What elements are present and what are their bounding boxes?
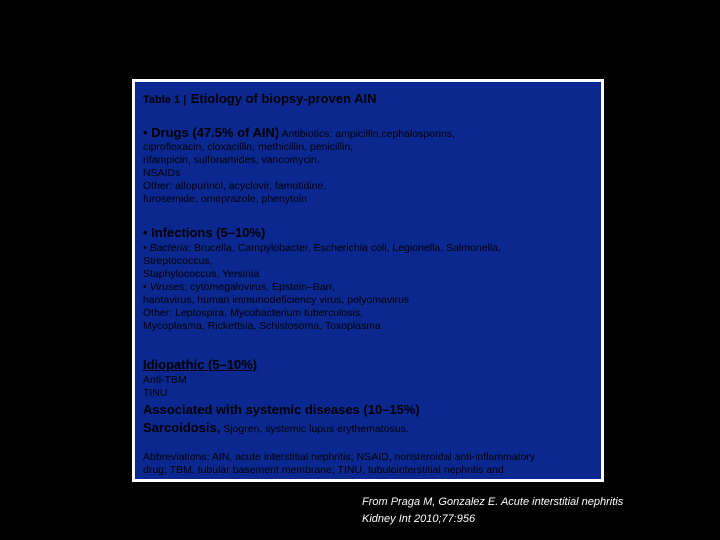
table-title-text: Etiology of biopsy-proven AIN [190, 91, 377, 106]
bacteria-label: • Bacteria [143, 242, 189, 254]
sarcoidosis-label: Sarcoidosis, [143, 420, 221, 435]
antibiotics-text: Antibiotics: ampicillin,cephalosporins, [279, 128, 455, 140]
systemic-rest: Sjogren, systemic lupus erythematosus. [220, 423, 409, 435]
bacteria-line [143, 242, 501, 255]
citation-line: Kidney Int 2010;77:956 [362, 513, 476, 525]
infections-line: hantavirus, human immunodeficiency virus, polyomavirus [143, 294, 410, 306]
bacteria-text: : Brucella, Campylobacter, Escherichia coli, Legionella, Salmonella, [188, 242, 501, 254]
drugs-heading-line [143, 124, 455, 142]
viruses-prefix: • [143, 281, 150, 293]
table-title-label: Table 1 | [143, 94, 187, 106]
infections-line: Streptococcus, [143, 255, 213, 267]
infections-line: Other: Leptospira, Mycobacterium tuberculosis, [143, 307, 364, 319]
drugs-line: rifampicin, sulfonamides, vancomycin. [143, 154, 320, 166]
viruses-label: Viruses [149, 281, 185, 293]
idiopathic-line: Anti-TBM [143, 374, 187, 386]
idiopathic-heading: Idiopathic (5–10%) [143, 357, 258, 372]
drugs-line: Other: allopurinol, acyclovir, famotidine, [143, 180, 327, 192]
etiology-table [132, 79, 604, 482]
table-title [143, 90, 377, 108]
citation [362, 494, 623, 528]
drugs-line: ciprofloxacin, cloxacillin, methicillin, penicillin, [143, 141, 354, 153]
systemic-heading: Associated with systemic diseases (10–15%) [143, 402, 420, 417]
viruses-line [143, 281, 335, 294]
viruses-text: : cytomegalovirus, Epstein–Barr, [184, 281, 335, 293]
infections-line: Mycoplasma, Rickettsia, Schistosoma, Toxoplasma [143, 320, 381, 332]
drugs-heading: • Drugs (47.5% of AIN) [143, 125, 280, 140]
drugs-line: NSAIDs [143, 167, 181, 179]
idiopathic-line: TINU [143, 387, 168, 399]
drugs-line: furosemide, omeprazole, phenytoin [143, 193, 308, 205]
citation-line: From Praga M, Gonzalez E. Acute interstitial nephritis [362, 496, 624, 508]
infections-heading: • Infections (5–10%) [143, 225, 266, 240]
abbreviations-line: Abbreviations: AIN, acute interstitial nephritis; NSAID, nonsteroidal anti-inflammatory [143, 451, 536, 463]
abbreviations-line: drug; TBM, tubular basement membrane; TINU, tubulointerstitial nephritis and [143, 464, 504, 476]
systemic-line [143, 419, 409, 437]
infections-line: Staphylococcus, Yersinia [143, 268, 260, 280]
